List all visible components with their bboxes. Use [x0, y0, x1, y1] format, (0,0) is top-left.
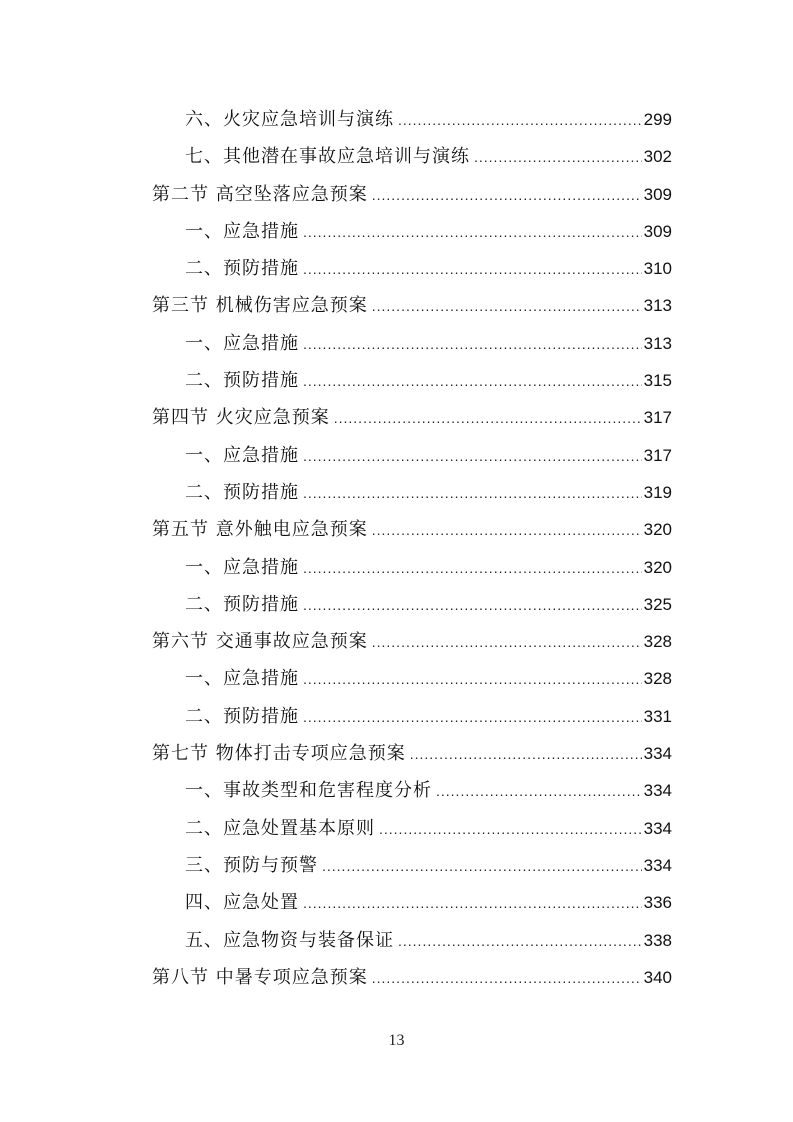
- toc-entry-page: 299: [643, 110, 672, 129]
- toc-entry-page: 315: [643, 371, 672, 391]
- toc-entry-title: 一、应急措施: [185, 220, 299, 242]
- toc-subsection-entry[interactable]: [152, 138, 672, 175]
- toc-subsection-entry[interactable]: [152, 437, 672, 474]
- toc-subsection-entry[interactable]: [152, 847, 672, 884]
- table-of-contents: [152, 101, 672, 996]
- toc-entry-page: 331: [643, 706, 672, 726]
- toc-dot-leader: [372, 288, 642, 325]
- toc-entry-title: 二、应急处置基本原则: [185, 817, 375, 839]
- toc-entry-title: 一、事故类型和危害程度分析: [185, 780, 432, 802]
- toc-subsection-entry[interactable]: [152, 250, 672, 287]
- toc-entry-title: 二、预防措施: [185, 370, 299, 392]
- toc-section-entry[interactable]: [152, 959, 672, 996]
- toc-dot-leader: [372, 512, 642, 549]
- toc-dot-leader: [303, 550, 642, 587]
- toc-entry-page: 302: [643, 147, 672, 167]
- toc-subsection-entry[interactable]: [152, 810, 672, 847]
- toc-entry-page: 336: [643, 893, 672, 913]
- toc-entry-page: 340: [643, 967, 672, 987]
- toc-entry-page: 313: [643, 333, 672, 353]
- toc-entry-page: 334: [643, 744, 672, 764]
- toc-subsection-entry[interactable]: [152, 922, 672, 959]
- toc-entry-title: 七、其他潜在事故应急培训与演练: [185, 146, 470, 168]
- toc-dot-leader: [303, 587, 642, 624]
- toc-entry-page: 320: [643, 520, 672, 540]
- toc-entry-page: 320: [643, 557, 672, 577]
- toc-subsection-entry[interactable]: [152, 586, 672, 623]
- toc-entry-title: 第八节 中暑专项应急预案: [152, 966, 368, 988]
- toc-dot-leader: [303, 363, 642, 400]
- toc-dot-leader: [372, 624, 642, 661]
- toc-entry-page: 328: [643, 632, 672, 652]
- toc-subsection-entry[interactable]: [152, 101, 672, 138]
- toc-entry-page: 313: [643, 296, 672, 316]
- toc-entry-title: 五、应急物资与装备保证: [185, 929, 394, 951]
- toc-dot-leader: [372, 960, 642, 997]
- toc-entry-title: 二、预防措施: [185, 593, 299, 615]
- toc-dot-leader: [372, 177, 642, 214]
- toc-entry-page: 325: [643, 594, 672, 614]
- toc-subsection-entry[interactable]: [152, 884, 672, 921]
- toc-entry-title: 第四节 火灾应急预案: [152, 407, 330, 429]
- toc-entry-title: 第五节 意外触电应急预案: [152, 519, 368, 541]
- toc-dot-leader: [303, 326, 642, 363]
- toc-entry-page: 317: [643, 408, 672, 428]
- toc-subsection-entry[interactable]: [152, 772, 672, 809]
- toc-entry-title: 四、应急处置: [185, 892, 299, 914]
- toc-dot-leader: [303, 251, 642, 288]
- toc-section-entry[interactable]: [152, 623, 672, 660]
- toc-dot-leader: [398, 923, 642, 960]
- toc-subsection-entry[interactable]: [152, 213, 672, 250]
- toc-entry-title: 二、预防措施: [185, 705, 299, 727]
- toc-dot-leader: [303, 661, 642, 698]
- toc-entry-page: 334: [643, 855, 672, 875]
- toc-entry-title: 第七节 物体打击专项应急预案: [152, 743, 406, 765]
- toc-subsection-entry[interactable]: [152, 474, 672, 511]
- toc-dot-leader: [334, 400, 642, 437]
- toc-entry-page: 317: [643, 445, 672, 465]
- toc-entry-title: 三、预防与预警: [185, 854, 318, 876]
- toc-entry-title: 一、应急措施: [185, 668, 299, 690]
- toc-entry-page: 338: [643, 930, 672, 950]
- toc-section-entry[interactable]: [152, 511, 672, 548]
- toc-subsection-entry[interactable]: [152, 362, 672, 399]
- toc-entry-title: 二、预防措施: [185, 258, 299, 280]
- page-number: 13: [388, 1032, 405, 1049]
- toc-entry-title: 第六节 交通事故应急预案: [152, 631, 368, 653]
- toc-entry-title: 一、应急措施: [185, 444, 299, 466]
- toc-entry-page: 328: [643, 669, 672, 689]
- toc-dot-leader: [303, 699, 642, 736]
- toc-subsection-entry[interactable]: [152, 549, 672, 586]
- toc-section-entry[interactable]: [152, 287, 672, 324]
- toc-dot-leader: [436, 773, 642, 810]
- toc-entry-page: 319: [643, 482, 672, 502]
- toc-entry-title: 六、火灾应急培训与演练: [185, 109, 394, 130]
- toc-entry-title: 第三节 机械伤害应急预案: [152, 295, 368, 317]
- toc-entry-page: 309: [643, 221, 672, 241]
- toc-dot-leader: [303, 214, 642, 251]
- toc-dot-leader: [303, 885, 642, 922]
- toc-dot-leader: [398, 102, 642, 139]
- toc-entry-title: 一、应急措施: [185, 332, 299, 354]
- toc-subsection-entry[interactable]: [152, 660, 672, 697]
- toc-section-entry[interactable]: [152, 176, 672, 213]
- toc-entry-page: 310: [643, 259, 672, 279]
- toc-entry-page: 334: [643, 781, 672, 801]
- toc-entry-title: 第二节 高空坠落应急预案: [152, 183, 368, 205]
- toc-entry-page: 334: [643, 818, 672, 838]
- toc-entry-title: 一、应急措施: [185, 556, 299, 578]
- toc-dot-leader: [379, 811, 642, 848]
- toc-section-entry[interactable]: [152, 735, 672, 772]
- toc-entry-page: 309: [643, 184, 672, 204]
- toc-dot-leader: [303, 438, 642, 475]
- toc-dot-leader: [322, 848, 642, 885]
- toc-subsection-entry[interactable]: [152, 325, 672, 362]
- toc-dot-leader: [303, 475, 642, 512]
- toc-entry-title: 二、预防措施: [185, 481, 299, 503]
- toc-section-entry[interactable]: [152, 399, 672, 436]
- toc-subsection-entry[interactable]: [152, 698, 672, 735]
- toc-dot-leader: [410, 736, 642, 773]
- toc-dot-leader: [474, 139, 642, 176]
